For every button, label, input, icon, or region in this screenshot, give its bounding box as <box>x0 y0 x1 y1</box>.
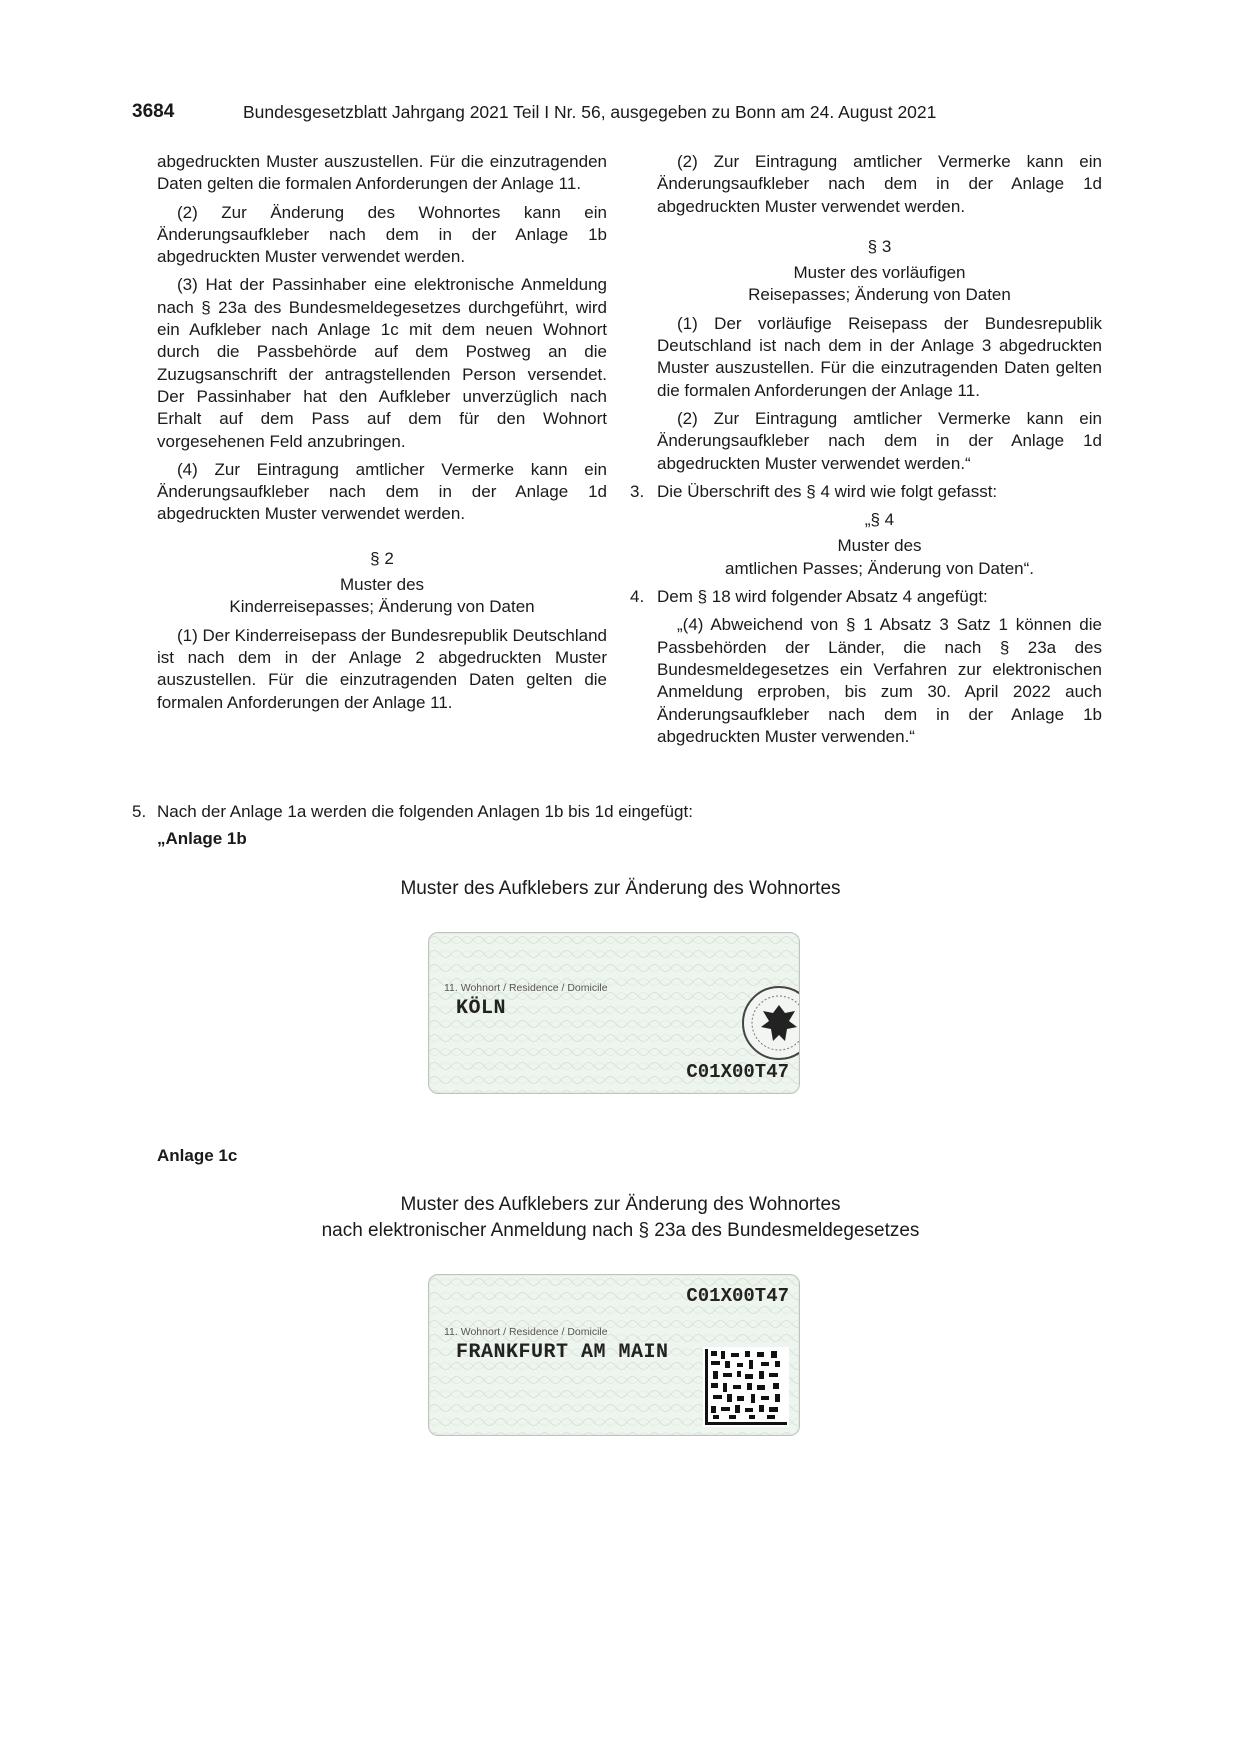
card-serial-number: C01X00T47 <box>686 1061 789 1083</box>
section-title: amtlichen Passes; Änderung von Daten“. <box>724 558 1034 578</box>
section-title: Kinderreisepasses; Änderung von Daten <box>229 597 535 617</box>
page-number: 3684 <box>132 101 175 122</box>
card-field-label: 11. Wohnort / Residence / Domicile <box>444 982 608 994</box>
section-title: Muster des <box>837 536 922 556</box>
paragraph: (4) Zur Eintragung amtlicher Vermerke kann ein Änderungsaufkleber nach dem in der Anlage 1d abgedruckten Muster verwendet werden. <box>157 459 607 524</box>
list-item-text: Nach der Anlage 1a werden die folgenden Anlagen 1b bis 1d eingefügt: <box>157 802 693 821</box>
left-column <box>157 151 607 720</box>
paragraph: abgedruckten Muster auszustellen. Für die einzutragenden Daten gelten die formalen Anforderungen der Anlage 11. <box>157 152 607 194</box>
list-item-text: Dem § 18 wird folgender Absatz 4 angefügt: <box>657 587 988 607</box>
anlage-label: Anlage 1c <box>157 1146 238 1165</box>
list-item-number: 3. <box>630 481 645 501</box>
section-title: Reisepasses; Änderung von Daten <box>748 285 1011 305</box>
card-field-value: FRANKFURT AM MAIN <box>456 1341 669 1364</box>
gazette-header: Bundesgesetzblatt Jahrgang 2021 Teil I Nr. 56, ausgegeben zu Bonn am 24. August 2021 <box>243 102 937 122</box>
paragraph: „(4) Abweichend von § 1 Absatz 3 Satz 1 können die Passbehörden der Länder, die nach § 23a des Bundesmeldegesetzes ein Verfahren zur elektronischen Anmeldung erproben, bis zum 30. April 2022 auch Änderungsaufkleber nach dem in der Anlage 1b abgedruckten Muster verwenden.“ <box>657 615 1102 746</box>
card-field-value: KÖLN <box>456 997 507 1020</box>
right-column <box>630 151 1102 754</box>
section-heading: § 3 <box>867 236 892 256</box>
anlage-label: „Anlage 1b <box>157 829 247 848</box>
paragraph: (1) Der vorläufige Reisepass der Bundesrepublik Deutschland ist nach dem in der Anlage 3 abgedruckten Muster auszustellen. Für die einzutragenden Daten gelten die formalen Anforderungen der Anlage 11. <box>657 313 1102 400</box>
card-serial-number: C01X00T47 <box>686 1285 789 1307</box>
figure-caption: Muster des Aufklebers zur Änderung des Wohnortes <box>400 1194 841 1215</box>
address-sticker-sample <box>428 1274 800 1436</box>
list-item-text: Die Überschrift des § 4 wird wie folgt gefasst: <box>657 481 998 501</box>
paragraph: (2) Zur Eintragung amtlicher Vermerke kann ein Änderungsaufkleber nach dem in der Anlage 1d abgedruckten Muster verwendet werden. <box>657 152 1102 216</box>
list-item-number: 5. <box>132 802 147 821</box>
section-heading: § 2 <box>370 548 394 568</box>
eagle-seal-icon <box>737 981 800 1071</box>
paragraph: (1) Der Kinderreisepass der Bundesrepublik Deutschland ist nach dem in der Anlage 2 abgedruckten Muster auszustellen. Für die einzutragenden Daten gelten die formalen Anforderungen der Anlage 11. <box>157 625 607 712</box>
paragraph: (2) Zur Änderung des Wohnortes kann ein Änderungsaufkleber nach dem in der Anlage 1b abgedruckten Muster verwendet werden. <box>157 202 607 267</box>
paragraph: (3) Hat der Passinhaber eine elektronische Anmeldung nach § 23a des Bundesmeldegesetzes durchgeführt, wird ein Aufkleber nach Anlage 1c mit dem neuen Wohnort durch die Passbehörde auf dem Postweg an die Zuzugsanschrift der antragstellenden Person versendet. Der Passinhaber hat den Aufkleber unverzüglich nach Erhalt auf dem Pass auf dem für den Wohnort vorgesehenen Feld anzubringen. <box>157 275 607 451</box>
list-item <box>630 481 1102 503</box>
list-item-number: 4. <box>630 587 645 607</box>
list-item <box>630 586 1102 608</box>
section-heading: „§ 4 <box>864 510 895 530</box>
datamatrix-code-icon <box>703 1347 789 1427</box>
section-title: Muster des vorläufigen <box>793 263 966 283</box>
figure-caption: nach elektronischer Anmeldung nach § 23a des Bundesmeldegesetzes <box>321 1220 920 1241</box>
paragraph: (2) Zur Eintragung amtlicher Vermerke kann ein Änderungsaufkleber nach dem in der Anlage 1d abgedruckten Muster verwendet werden.“ <box>657 408 1102 473</box>
figure-caption: Muster des Aufklebers zur Änderung des Wohnortes <box>400 878 841 899</box>
section-title: Muster des <box>339 575 425 595</box>
card-field-label: 11. Wohnort / Residence / Domicile <box>444 1326 608 1338</box>
address-sticker-sample <box>428 932 800 1094</box>
